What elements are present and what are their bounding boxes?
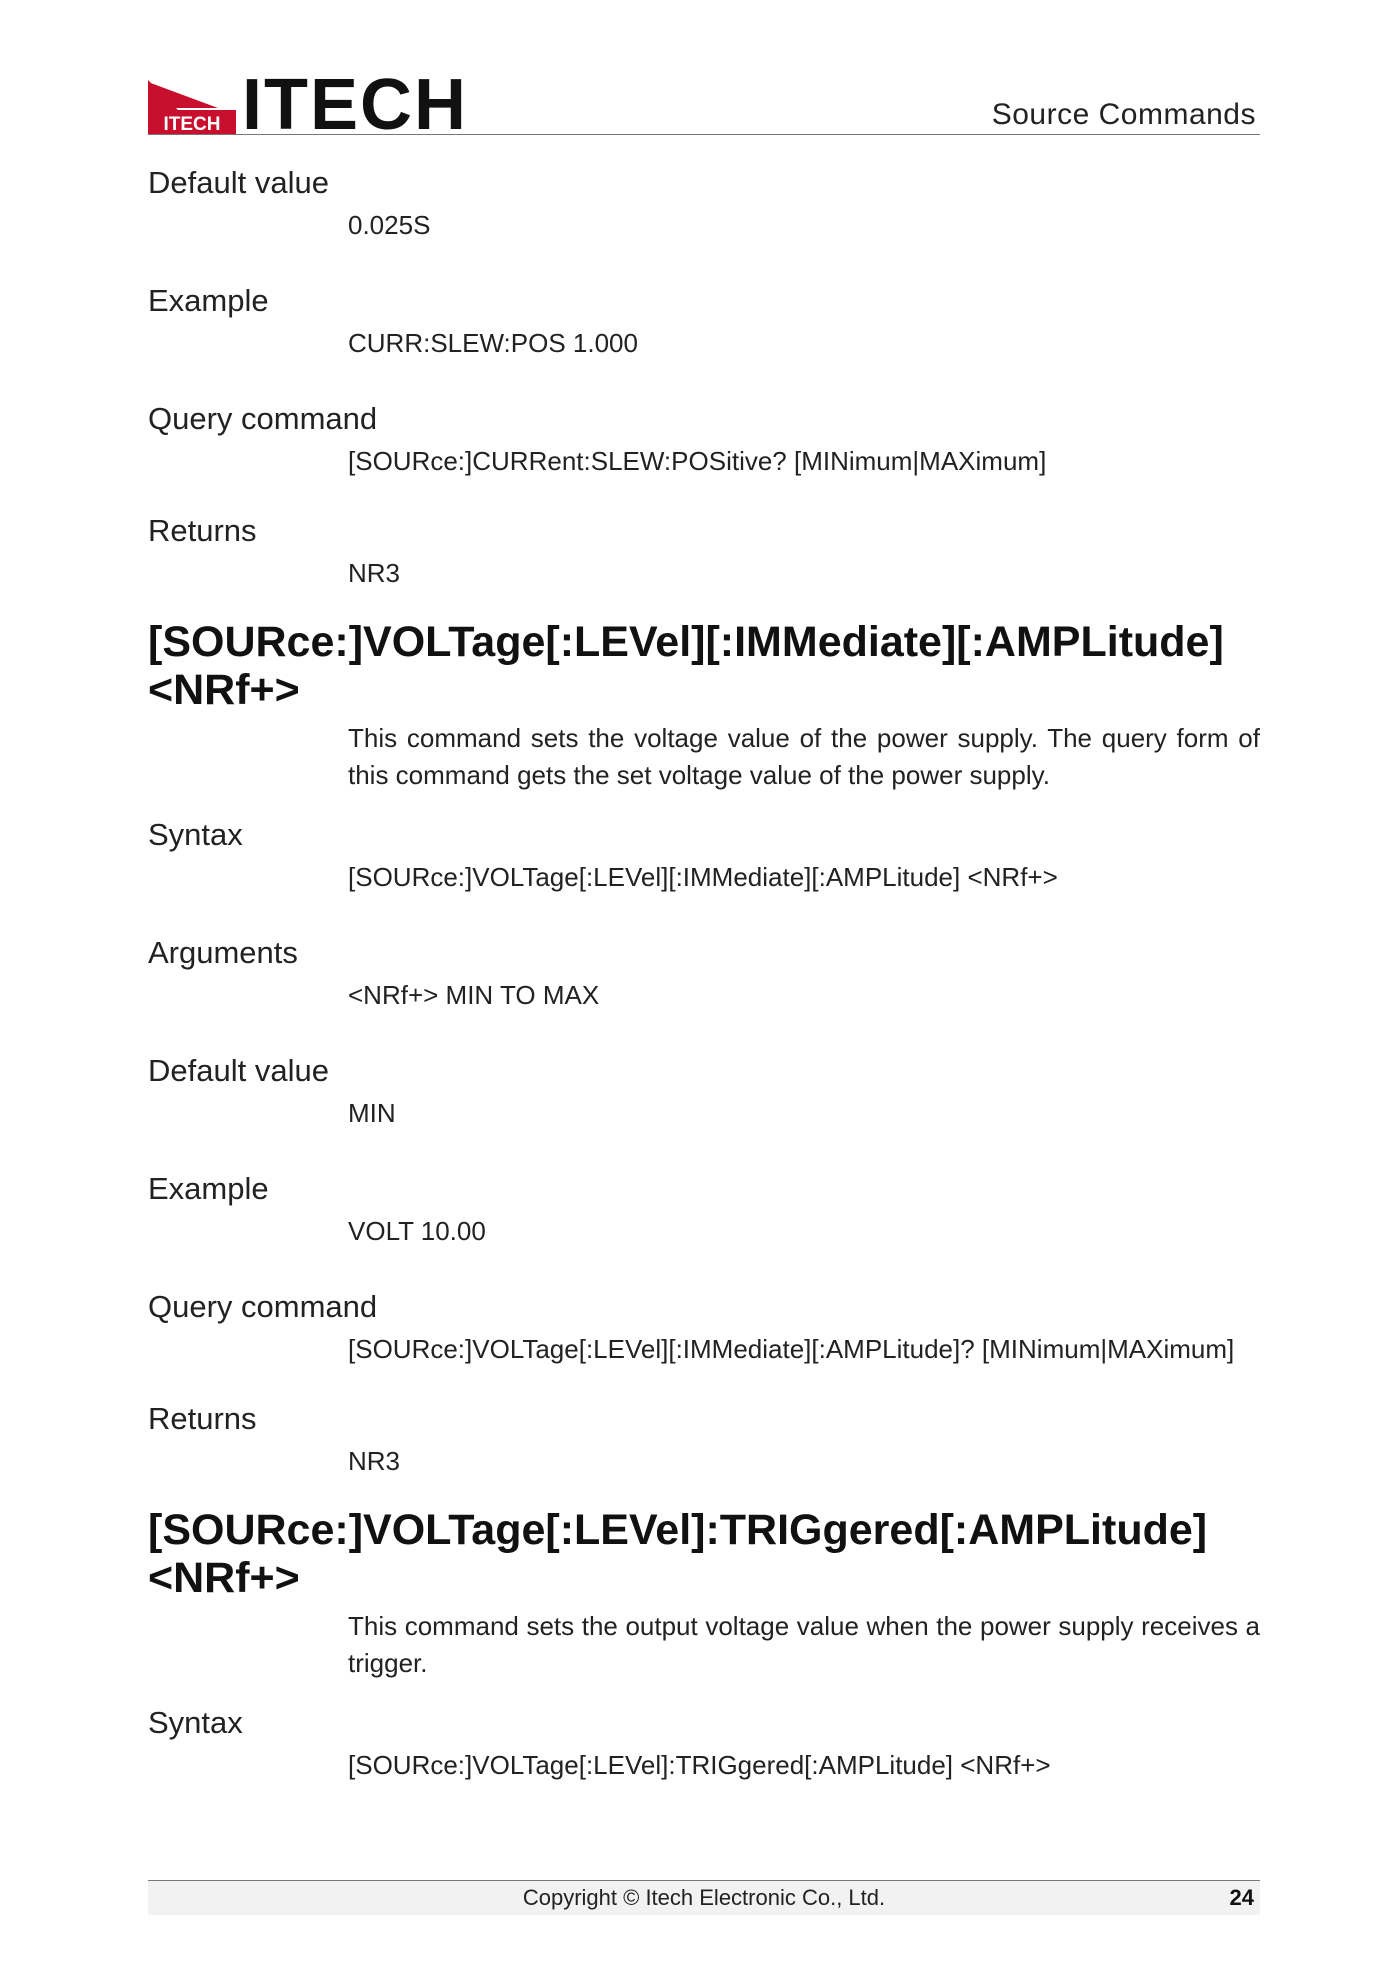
field-syntax bbox=[148, 1700, 1260, 1784]
field-label: Example bbox=[148, 1171, 269, 1206]
field-value: [SOURce:]VOLTage[:LEVel]:TRIGgered[:AMPLitude] <NRf+> bbox=[348, 1750, 1051, 1780]
field-label: Arguments bbox=[148, 935, 298, 970]
field-example bbox=[148, 278, 1260, 362]
field-value: VOLT 10.00 bbox=[348, 1216, 486, 1246]
page-header bbox=[148, 65, 1260, 145]
field-default-value bbox=[148, 160, 1260, 244]
itech-logo bbox=[148, 65, 468, 145]
logo-mark-text: ITECH bbox=[163, 114, 221, 134]
field-value: 0.025S bbox=[348, 210, 431, 240]
command-title: [SOURce:]VOLTage[:LEVel][:IMMediate][:AMPLitude] <NRf+> bbox=[148, 618, 1224, 714]
field-label: Syntax bbox=[148, 1705, 243, 1740]
field-label: Query command bbox=[148, 401, 378, 436]
field-value: CURR:SLEW:POS 1.000 bbox=[348, 328, 638, 358]
field-label: Returns bbox=[148, 513, 257, 548]
field-value: <NRf+> MIN TO MAX bbox=[348, 980, 600, 1010]
field-value: [SOURce:]VOLTage[:LEVel][:IMMediate][:AMPLitude]? [MINimum|MAXimum] bbox=[348, 1334, 1235, 1364]
field-value: MIN bbox=[348, 1098, 396, 1128]
page-number: 24 bbox=[1229, 1885, 1254, 1910]
copyright-text: Copyright © Itech Electronic Co., Ltd. bbox=[522, 1885, 886, 1910]
field-value: [SOURce:]CURRent:SLEW:POSitive? [MINimum|MAXimum] bbox=[348, 446, 1047, 476]
field-value: NR3 bbox=[348, 558, 401, 588]
field-value: [SOURce:]VOLTage[:LEVel][:IMMediate][:AMPLitude] <NRf+> bbox=[348, 862, 1058, 892]
field-syntax bbox=[148, 812, 1260, 896]
field-label: Default value bbox=[148, 165, 329, 200]
command-description: This command sets the output voltage value when the power supply receives a trigger. bbox=[348, 1611, 1260, 1678]
field-value: NR3 bbox=[348, 1446, 401, 1476]
field-returns bbox=[148, 508, 1260, 592]
logo-mark-icon bbox=[148, 80, 236, 134]
field-label: Default value bbox=[148, 1053, 329, 1088]
field-label: Example bbox=[148, 283, 269, 318]
section-title: Source Commands bbox=[991, 98, 1256, 131]
field-label: Query command bbox=[148, 1289, 378, 1324]
page-footer bbox=[148, 1880, 1260, 1915]
field-label: Returns bbox=[148, 1401, 257, 1436]
field-default-value bbox=[148, 1048, 1260, 1132]
field-label: Syntax bbox=[148, 817, 243, 852]
page-content bbox=[148, 160, 1260, 1784]
field-returns bbox=[148, 1396, 1260, 1480]
field-example bbox=[148, 1166, 1260, 1250]
field-query-command bbox=[148, 396, 1260, 480]
command-title: [SOURce:]VOLTage[:LEVel]:TRIGgered[:AMPLitude] <NRf+> bbox=[148, 1506, 1208, 1602]
field-arguments bbox=[148, 930, 1260, 1014]
logo-text: ITECH bbox=[242, 65, 468, 145]
command-description: This command sets the voltage value of the power supply. The query form of this command gets the set voltage value of the power supply. bbox=[348, 723, 1260, 790]
field-query-command bbox=[148, 1284, 1260, 1368]
